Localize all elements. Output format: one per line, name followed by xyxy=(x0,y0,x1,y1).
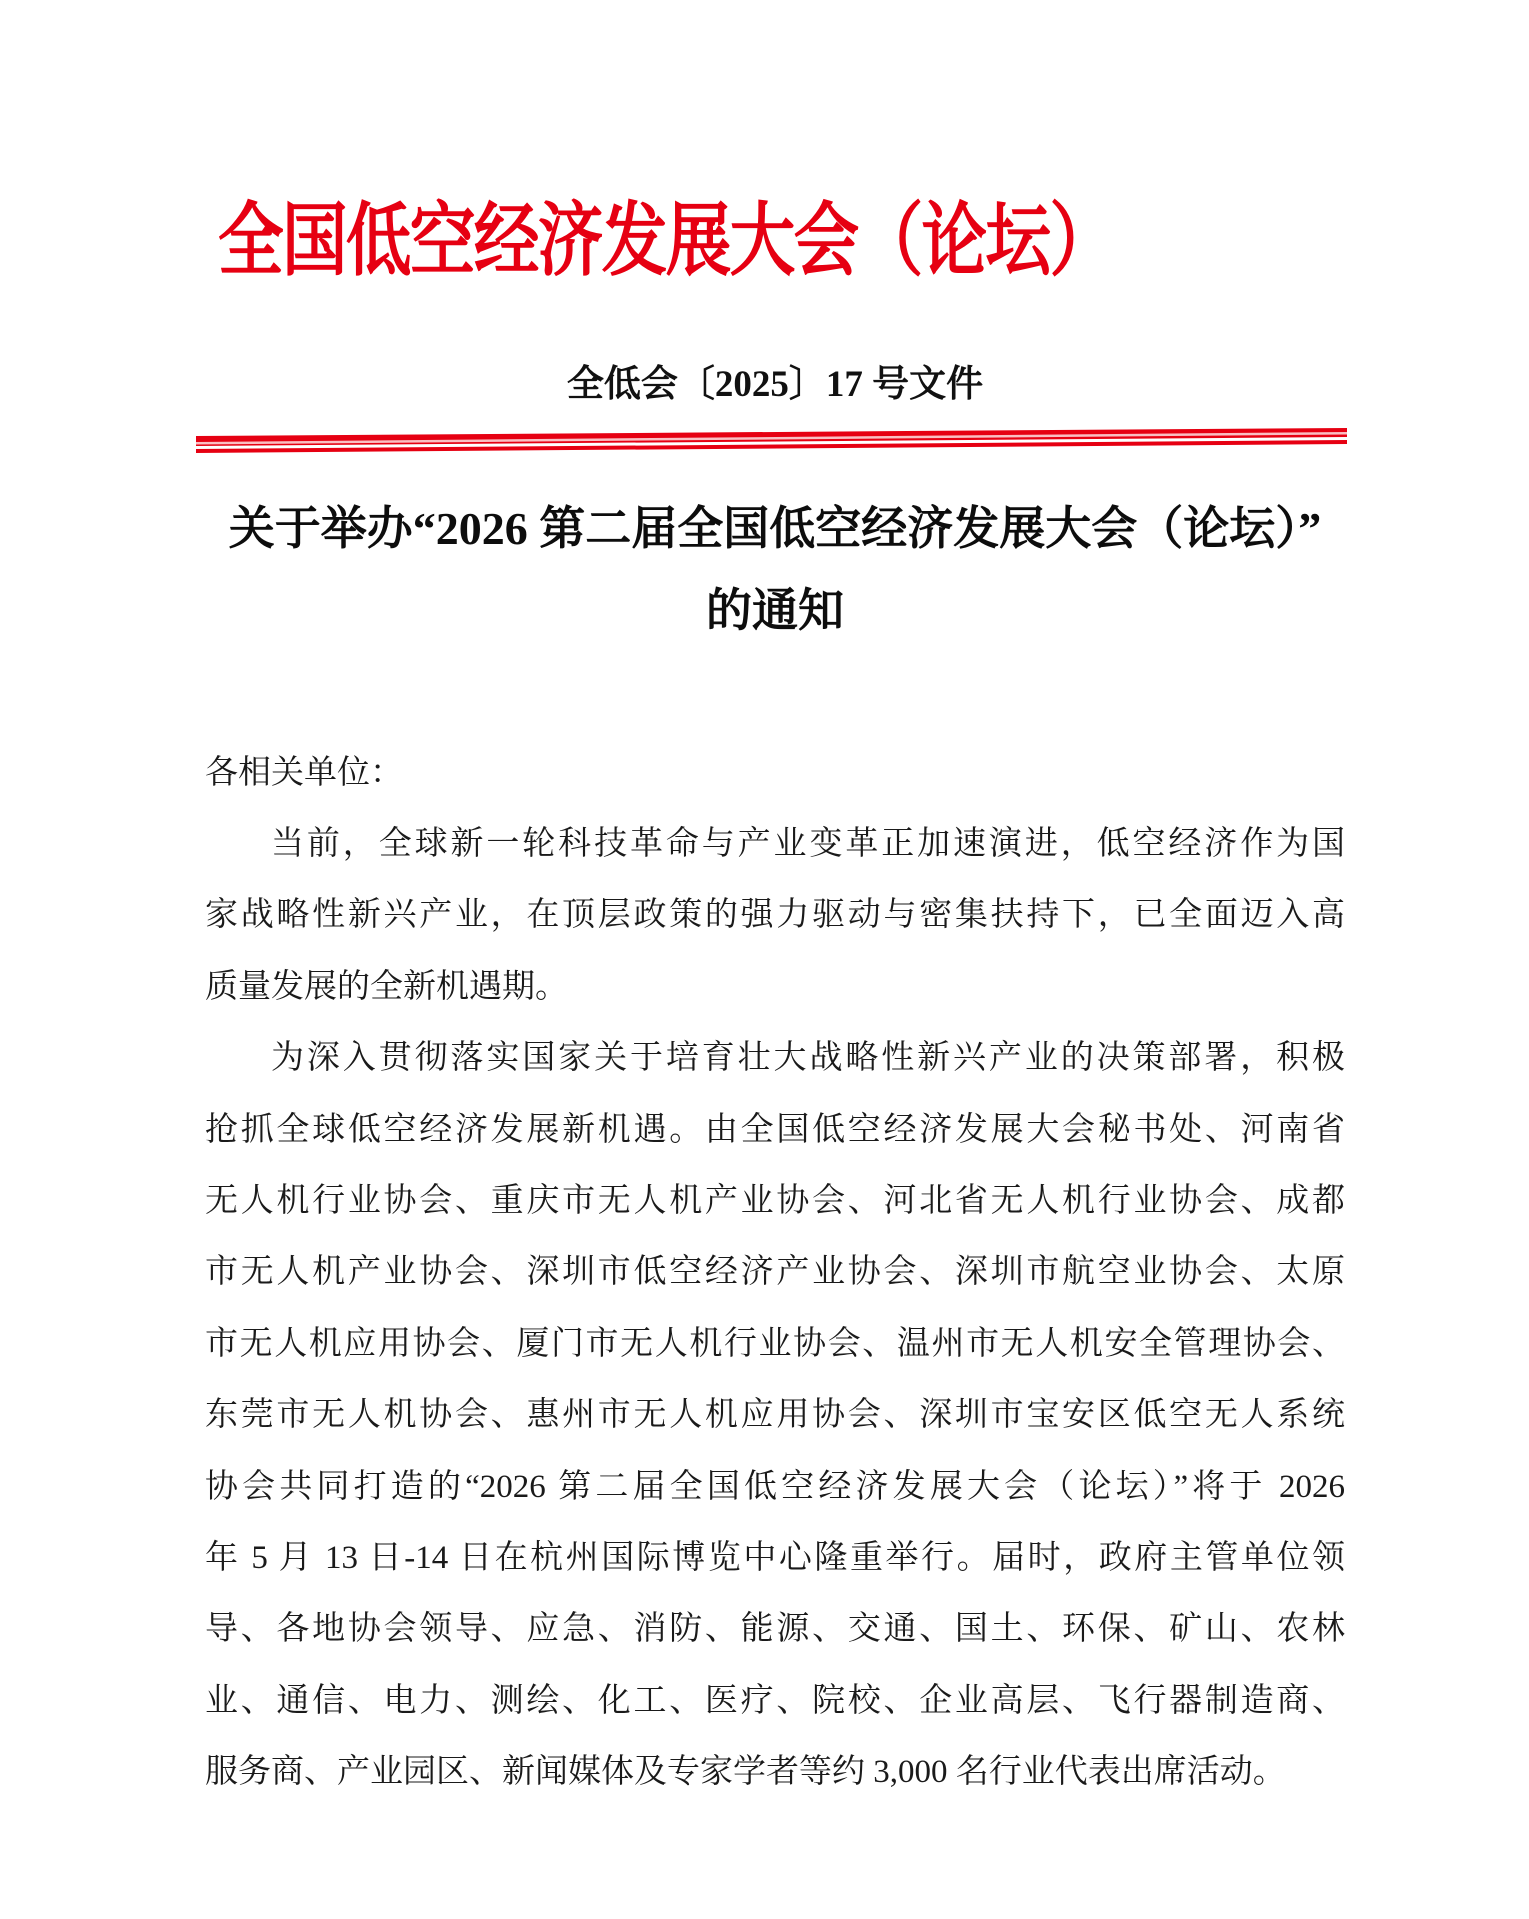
body-line: 无人机行业协会、重庆市无人机产业协会、河北省无人机行业协会、成都 xyxy=(205,1183,1345,1220)
body-line: 市无人机产业协会、深圳市低空经济产业协会、深圳市航空业协会、太原 xyxy=(205,1254,1345,1291)
body-text xyxy=(205,809,1345,1809)
body-line: 抢抓全球低空经济发展新机遇。由全国低空经济发展大会秘书处、河南省 xyxy=(205,1111,1345,1148)
body-line: 协会共同打造的“2026 第二届全国低空经济发展大会（论坛）”将于 2026 xyxy=(205,1468,1345,1505)
body-line: 服务商、产业园区、新闻媒体及专家学者等约 3,000 名行业代表出席活动。 xyxy=(205,1754,1286,1791)
body-line: 年 5 月 13 日-14 日在杭州国际博览中心隆重举行。届时，政府主管单位领 xyxy=(205,1540,1345,1577)
body-line: 业、通信、电力、测绘、化工、医疗、院校、企业高层、飞行器制造商、 xyxy=(205,1682,1345,1719)
doc-number: 全低会〔2025〕17 号文件 xyxy=(566,364,984,405)
body-line: 当前，全球新一轮科技革命与产业变革正加速演进，低空经济作为国 xyxy=(271,826,1345,862)
masthead-title: 全国低空经济发展大会（论坛） xyxy=(218,198,1114,286)
body-line: 家战略性新兴产业，在顶层政策的强力驱动与密集扶持下，已全面迈入高 xyxy=(205,897,1345,934)
red-divider-graphic xyxy=(196,428,1347,454)
salutation: 各相关单位： xyxy=(205,755,403,791)
body-line: 市无人机应用协会、厦门市无人机行业协会、温州市无人机安全管理协会、 xyxy=(205,1325,1345,1362)
body-line: 导、各地协会领导、应急、消防、能源、交通、国土、环保、矿山、农林 xyxy=(205,1611,1345,1648)
red-divider-rule xyxy=(196,428,1347,454)
body-line: 东莞市无人机协会、惠州市无人机应用协会、深圳市宝安区低空无人系统 xyxy=(205,1397,1345,1434)
notice-title-line2: 的通知 xyxy=(706,585,844,636)
body-line: 为深入贯彻落实国家关于培育壮大战略性新兴产业的决策部署，积极 xyxy=(271,1040,1345,1077)
notice-title-line1: 关于举办“2026 第二届全国低空经济发展大会（论坛）” xyxy=(228,503,1322,554)
body-line: 质量发展的全新机遇期。 xyxy=(205,968,568,1005)
